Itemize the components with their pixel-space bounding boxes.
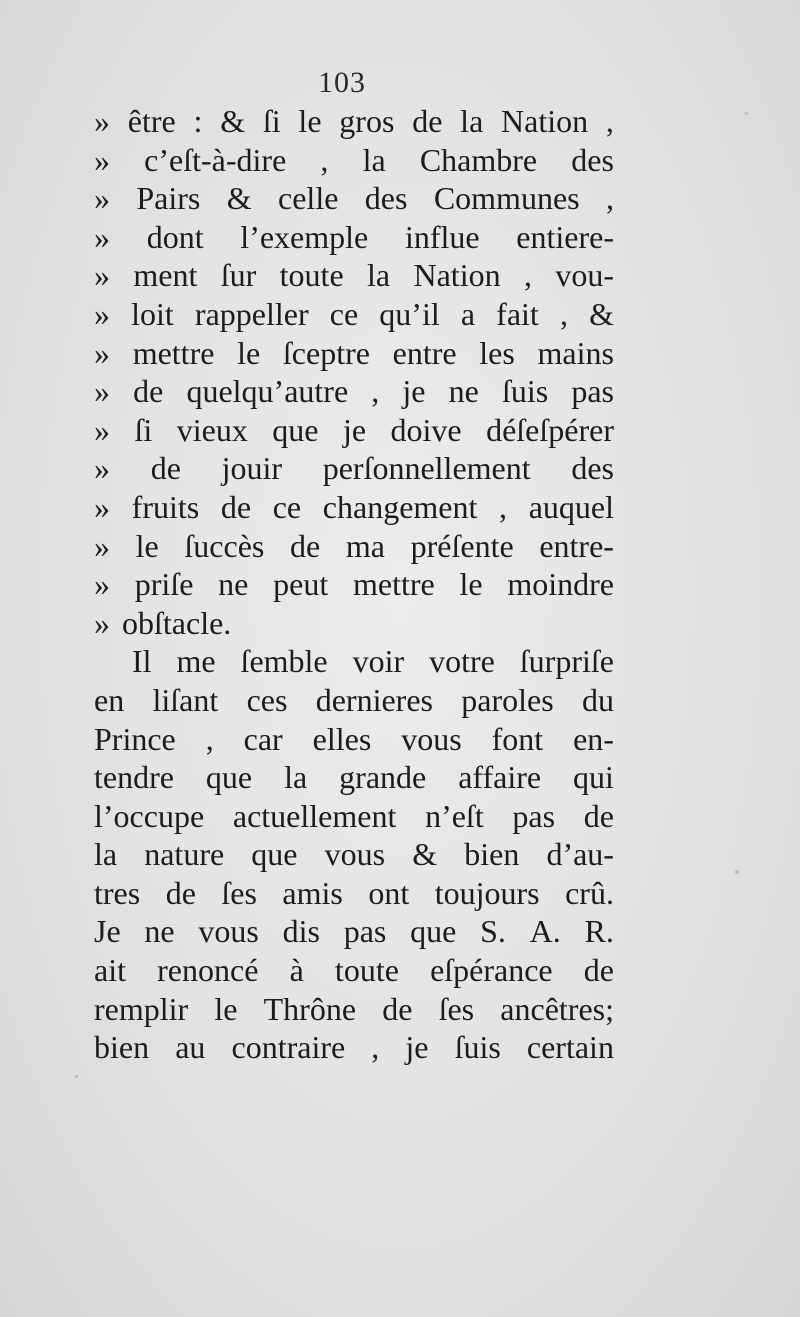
text-line [94, 141, 614, 180]
word: votre [429, 643, 495, 680]
text-line [94, 102, 614, 141]
word: mettre [353, 566, 435, 603]
word: ne [144, 913, 175, 950]
word: a [460, 295, 476, 332]
word: les [479, 334, 515, 371]
word: bien [94, 1029, 150, 1066]
word: » [94, 411, 110, 448]
word: doive [390, 411, 462, 448]
text-line [94, 218, 614, 257]
word: quelqu’autre [186, 373, 349, 410]
text-line [94, 874, 614, 913]
word: , [559, 295, 568, 332]
word: ſi [134, 411, 153, 448]
word: car [243, 720, 283, 757]
word: Pairs [136, 180, 201, 217]
word: ſuis [501, 373, 549, 410]
word: que [251, 836, 298, 873]
word: je [342, 411, 367, 448]
text-line [94, 488, 614, 527]
word: Chambre [419, 141, 538, 178]
word: affaire [458, 759, 542, 796]
word: le [214, 990, 238, 1027]
word: ſi [262, 103, 281, 139]
text-line [94, 411, 614, 450]
word: nature [144, 836, 225, 873]
word: n’eſt [425, 797, 484, 834]
word: ne [448, 373, 479, 410]
word: crû. [565, 874, 614, 911]
word: la [367, 257, 391, 294]
word: » [94, 488, 110, 525]
word: S. [480, 913, 506, 950]
word: le [237, 334, 261, 371]
word: au [175, 1029, 206, 1066]
word: ſurpriſe [519, 643, 614, 680]
word: des [571, 141, 614, 178]
body-text [94, 102, 614, 1067]
text-line [94, 449, 614, 488]
word: que [272, 411, 319, 448]
word: gros [339, 103, 395, 139]
word: ſes [438, 990, 475, 1027]
word: de [133, 373, 164, 410]
word: ont [368, 874, 410, 911]
word: » [94, 103, 110, 139]
paper-speck [75, 1075, 78, 1078]
text-line [94, 372, 614, 411]
word: , [371, 373, 380, 410]
text-line [94, 604, 614, 643]
word: ce [272, 488, 302, 525]
word: ait [94, 952, 126, 989]
word: des [571, 450, 614, 487]
word: priſe [134, 566, 194, 603]
text-line [94, 256, 614, 295]
word: Je [94, 913, 121, 950]
word: ancêtres; [500, 990, 614, 1027]
word: & [412, 836, 438, 873]
word: je [405, 1029, 429, 1066]
text-line [94, 951, 614, 990]
word: dis [282, 913, 320, 950]
word: ment [133, 257, 198, 294]
word: Nation [501, 103, 589, 139]
word: rappeller [194, 295, 309, 332]
word: toujours [434, 874, 540, 911]
word: Prince [94, 720, 176, 757]
word: » [94, 141, 110, 178]
word: , [523, 257, 532, 294]
word: » [94, 450, 110, 487]
word: vieux [176, 411, 248, 448]
text-line [94, 179, 614, 218]
word: & [226, 180, 252, 217]
word: » [94, 295, 110, 332]
text-line [94, 642, 614, 681]
word: vous [324, 836, 386, 873]
word: en [94, 681, 125, 718]
word: l’exemple [240, 218, 369, 255]
page-number: 103 [318, 66, 366, 99]
word: entiere- [516, 218, 614, 255]
word: remplir [94, 990, 189, 1027]
word: pas [571, 373, 614, 410]
text-line [94, 1028, 614, 1067]
word: c’eſt-à-dire [144, 141, 287, 178]
word: toute [334, 952, 399, 989]
word: ſuccès [184, 527, 265, 564]
word: à [289, 952, 304, 989]
word: ſur [220, 257, 257, 294]
word: des [364, 180, 408, 217]
word: fait [496, 295, 539, 332]
word: mettre [132, 334, 215, 371]
word: ſes [221, 874, 257, 911]
text-line [94, 797, 614, 836]
word: préſente [410, 527, 514, 564]
word: » [94, 604, 110, 641]
word: me [176, 643, 216, 680]
word: le [298, 103, 322, 139]
word: elles [312, 720, 372, 757]
word: pas [343, 913, 387, 950]
word: peut [273, 566, 329, 603]
word: Nation [413, 257, 501, 294]
word: le [459, 566, 483, 603]
text-line [94, 681, 614, 720]
word: renoncé [157, 952, 259, 989]
word: vous [401, 720, 462, 757]
word: » [94, 180, 110, 217]
word: R. [584, 913, 614, 950]
word: jouir [221, 450, 283, 487]
word: d’au- [546, 836, 614, 873]
paper-speck [735, 870, 739, 874]
word: voir [352, 643, 405, 680]
word: que [205, 759, 253, 796]
word: de [583, 797, 614, 834]
word: dernieres [315, 681, 433, 718]
word: ce [329, 295, 359, 332]
word: , [371, 1029, 380, 1066]
word: de [290, 527, 321, 564]
word: eſpérance [430, 952, 553, 989]
word: bien [464, 836, 520, 873]
text-line [94, 527, 614, 566]
word: la [94, 836, 118, 873]
word: qui [573, 759, 614, 796]
word: amis [282, 874, 343, 911]
word: » [94, 527, 110, 564]
word: , [205, 720, 214, 757]
word: toute [279, 257, 344, 294]
word: , [320, 141, 329, 178]
word: A. [529, 913, 561, 950]
word: ces [246, 681, 288, 718]
word: font [491, 720, 544, 757]
word: liſant [152, 681, 219, 718]
word: & [220, 103, 246, 139]
word: auquel [528, 488, 614, 525]
word: de [382, 990, 413, 1027]
word: l’occupe [94, 797, 205, 834]
word: loit [131, 295, 174, 332]
word: grande [339, 759, 427, 796]
word: je [402, 373, 426, 410]
word: Communes [433, 180, 580, 217]
text-line [94, 835, 614, 874]
word: le [135, 527, 159, 564]
word: changement [322, 488, 478, 525]
word: certain [526, 1029, 614, 1066]
word: tres [94, 874, 141, 911]
word: & [589, 295, 614, 332]
word: ſemble [240, 643, 328, 680]
text-line [94, 990, 614, 1029]
paper-speck [745, 112, 748, 115]
word: vou- [555, 257, 614, 294]
text-line [94, 758, 614, 797]
word: » [94, 218, 110, 255]
word: de [150, 450, 181, 487]
word: être [127, 103, 176, 139]
word: actuellement [232, 797, 397, 834]
word: Thrône [263, 990, 357, 1027]
word: dont [146, 218, 204, 255]
word: » [94, 257, 110, 294]
word: perſonnellement [322, 450, 531, 487]
word: ma [345, 527, 385, 564]
word: Il [132, 643, 152, 680]
word: la [460, 103, 484, 139]
word: influe [404, 218, 480, 255]
word: de [220, 488, 252, 525]
word: entre- [539, 527, 614, 564]
word: , [605, 180, 614, 217]
word: la [284, 759, 308, 796]
word: pas [512, 797, 556, 834]
word: la [362, 141, 386, 178]
word: entre [392, 334, 457, 371]
word: » [94, 373, 110, 410]
word: ſceptre [282, 334, 370, 371]
word: » [94, 566, 110, 603]
word: de [165, 874, 196, 911]
text-line [94, 295, 614, 334]
word: en- [573, 720, 614, 757]
word: mains [537, 334, 614, 371]
word: de [583, 952, 614, 989]
text-line [94, 334, 614, 373]
word: de [412, 103, 443, 139]
word: moindre [507, 566, 614, 603]
text-line [94, 720, 614, 759]
word: que [410, 913, 457, 950]
word: ne [218, 566, 249, 603]
word: vous [198, 913, 259, 950]
word: » [94, 334, 110, 371]
word: tendre [94, 759, 174, 796]
text-line [94, 565, 614, 604]
word: paroles [461, 681, 554, 718]
word: contraire [231, 1029, 346, 1066]
word: celle [278, 180, 339, 217]
word: du [581, 681, 614, 718]
word: qu’il [379, 295, 440, 332]
word: obſtacle. [122, 604, 232, 641]
word: : [193, 103, 203, 139]
word: ſuis [454, 1029, 501, 1066]
word: déſeſpérer [486, 411, 614, 448]
word: fruits [131, 488, 200, 525]
word: , [605, 103, 614, 139]
word: , [499, 488, 508, 525]
text-line [94, 912, 614, 951]
